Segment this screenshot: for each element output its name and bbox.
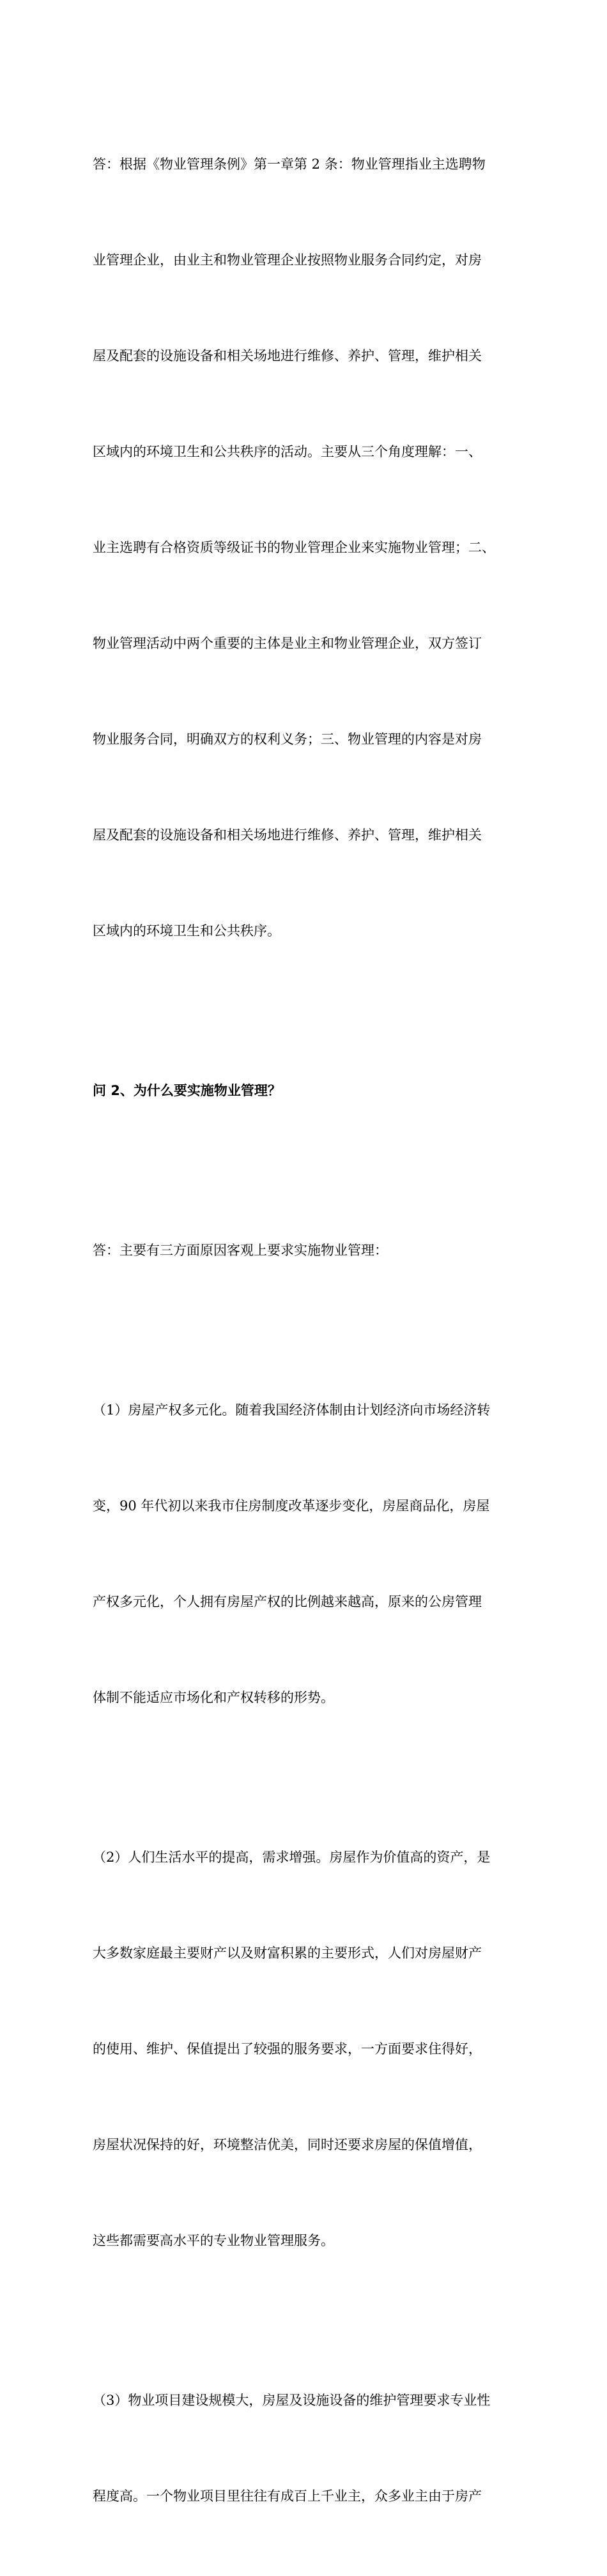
text-line: （2）人们生活水平的提高，需求增强。房屋作为价值高的资产，是 [93, 1850, 491, 1865]
text-line: 屋及配套的设施设备和相关场地进行维修、养护、管理，维护相关 [93, 348, 482, 364]
answer-2-intro [93, 1170, 521, 1330]
text-line: 变，90 年代初以来我市住房制度改革逐步变化，房屋商品化，房屋 [93, 1498, 490, 1514]
text-line: 答：主要有三方面原因客观上要求实施物业管理： [93, 1243, 388, 1258]
text-line: 物业服务合同，明确双方的权利义务；三、物业管理的内容是对房 [93, 732, 482, 747]
text-line: 产权多元化，个人拥有房屋产权的比例越来越高，原来的公房管理 [93, 1594, 482, 1609]
text-line: 业主选聘有合格资质等级证书的物业管理企业来实施物业管理；二、 [93, 540, 495, 555]
text-line: 业管理企业，由业主和物业管理企业按照物业服务合同约定，对房 [93, 252, 482, 268]
reason-1-paragraph [93, 1330, 521, 1777]
text-line: 答：根据《物业管理条例》第一章第 2 条：物业管理指业主选聘物 [93, 157, 486, 172]
text-line: 物业管理活动中两个重要的主体是业主和物业管理企业，双方签订 [93, 636, 482, 651]
text-line: 屋及配套的设施设备和相关场地进行维修、养护、管理，维护相关 [93, 827, 482, 843]
answer-1-paragraph [93, 84, 521, 1011]
document-body [93, 84, 521, 2576]
text-line: （1）房屋产权多元化。随着我国经济体制由计划经济向市场经济转 [93, 1402, 491, 1418]
text-line: 体制不能适应市场化和产权转移的形势。 [93, 1690, 334, 1705]
text-line: 大多数家庭最主要财产以及财富积累的主要形式，人们对房屋财产 [93, 1945, 482, 1961]
text-line: （3）物业项目建设规模大，房屋及设施设备的维护管理要求专业性 [93, 2393, 491, 2408]
reason-3-paragraph [93, 2320, 521, 2576]
text-line: 这些都需要高水平的专业物业管理服务。 [93, 2233, 334, 2248]
reason-2-paragraph [93, 1777, 521, 2320]
text-line: 区域内的环境卫生和公共秩序。 [93, 923, 280, 939]
text-line: 的使用、维护、保值提出了较强的服务要求，一方面要求住得好， [93, 2041, 482, 2057]
text-line: 程度高。一个物业项目里往往有成百上千业主，众多业主由于房产 [93, 2488, 482, 2504]
text-line: 区域内的环境卫生和公共秩序的活动。主要从三个角度理解：一、 [93, 444, 482, 459]
heading-line: 问 2、为什么要实施物业管理？ [93, 1083, 281, 1098]
text-line: 房屋状况保持的好，环境整洁优美，同时还要求房屋的保值增值， [93, 2137, 482, 2152]
question-2-heading [93, 1011, 521, 1170]
